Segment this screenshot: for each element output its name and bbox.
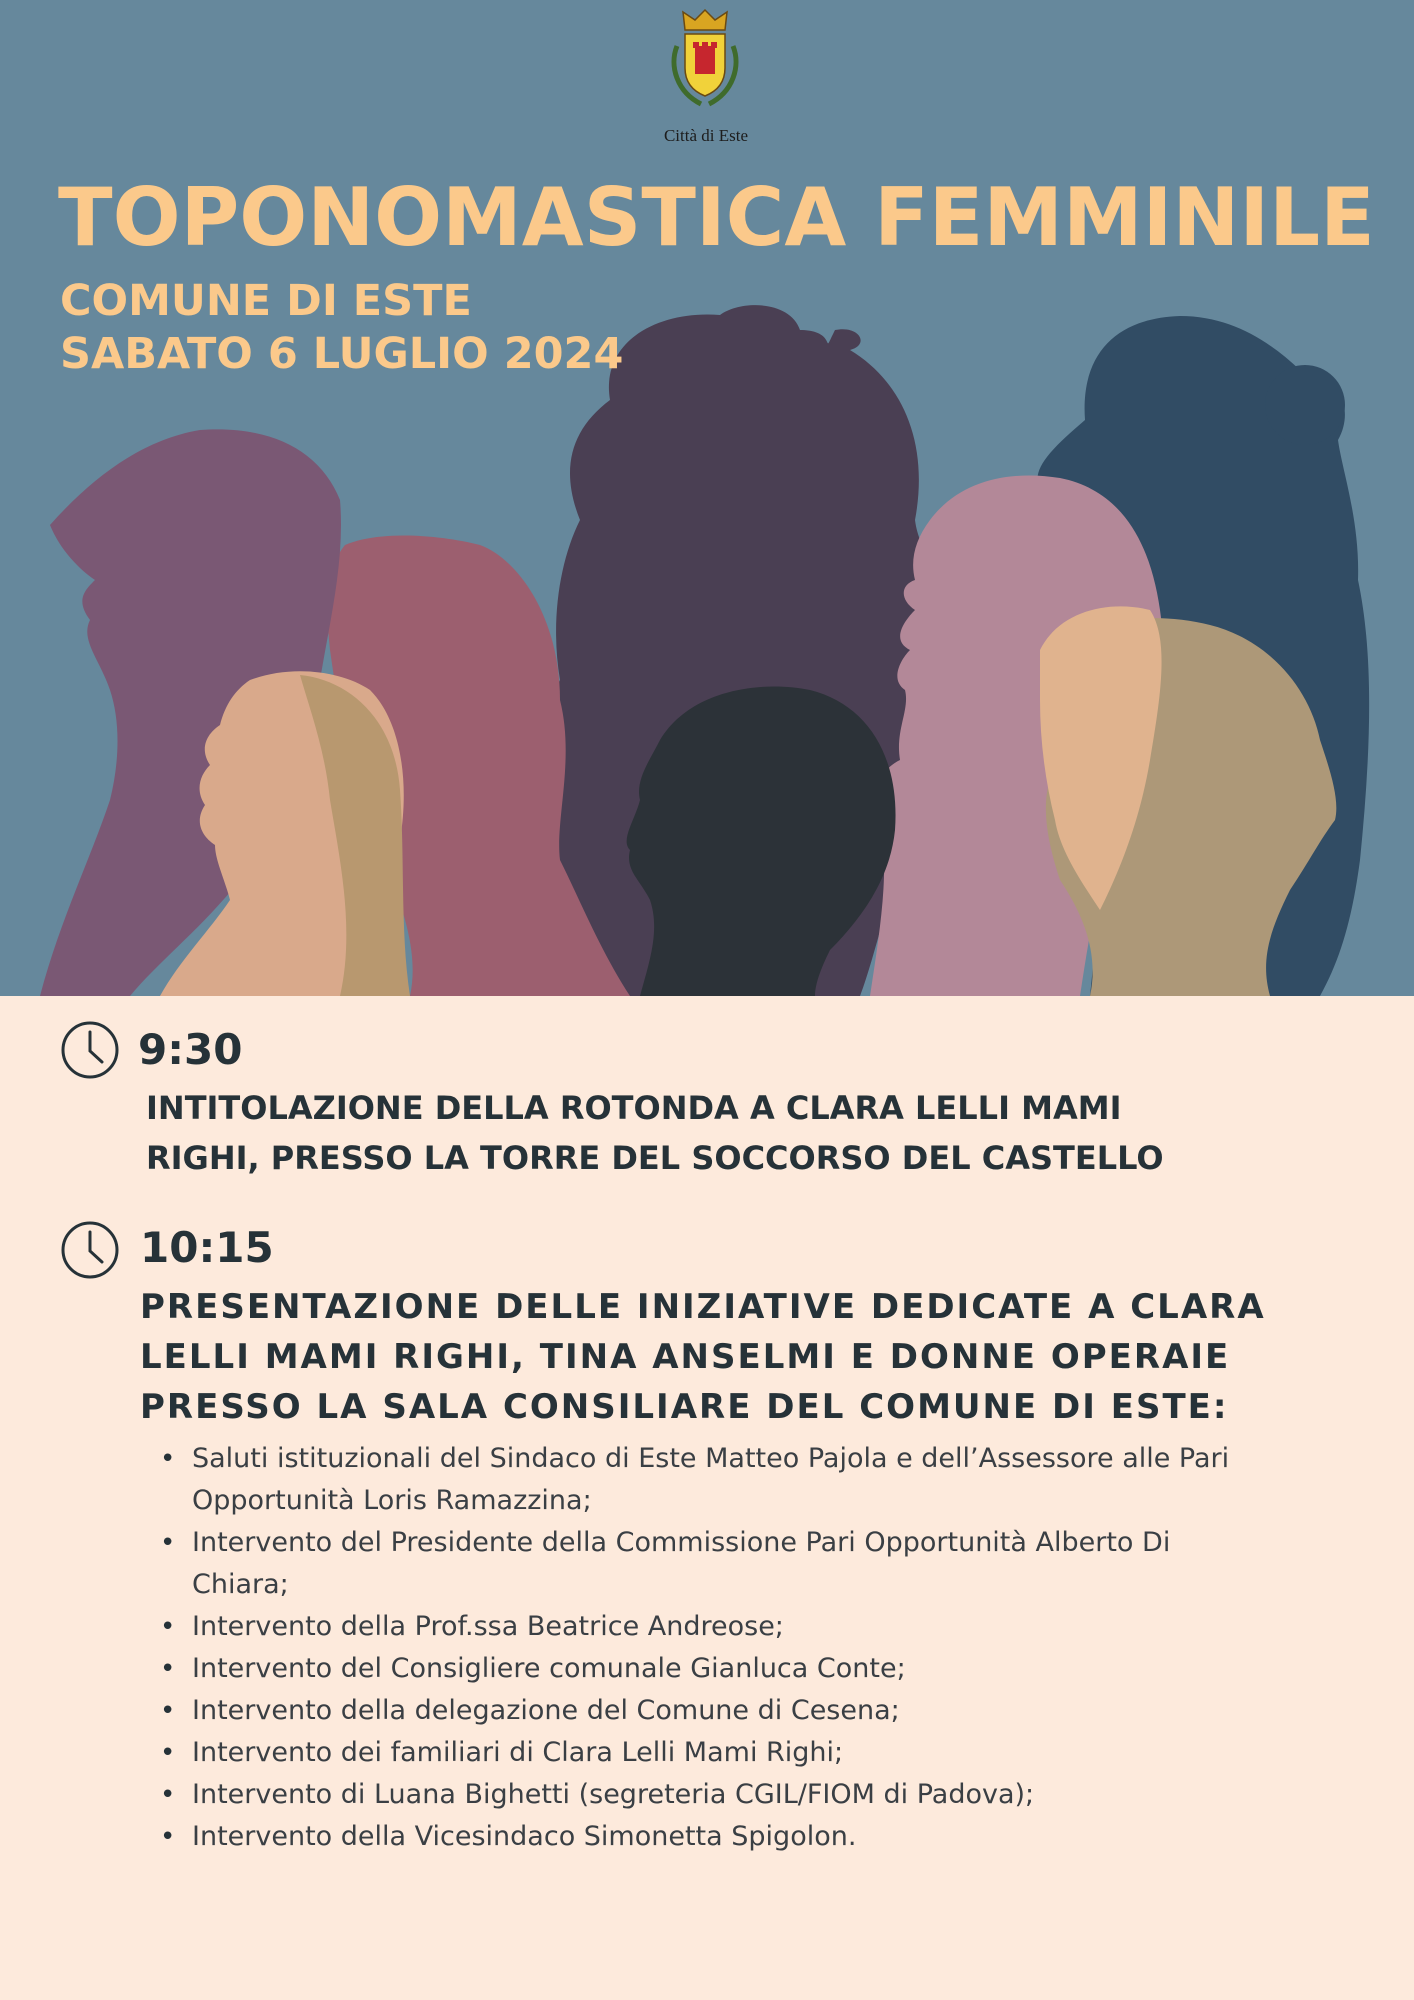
hero-banner (0, 0, 1414, 996)
municipality-subtitle: COMUNE DI ESTE (60, 276, 472, 326)
clock-icon (60, 1220, 120, 1280)
event-description (146, 1089, 1164, 1192)
event-time: 10:15 (140, 1223, 274, 1272)
event-date: SABATO 6 LUGLIO 2024 (60, 329, 624, 379)
list-item: • Saluti istituzionali del Sindaco di Este Matteo Pajola e dell’Assessore alle Pari Opportunità Loris Ramazzina; (192, 1438, 1272, 1522)
list-item: • Intervento della Prof.ssa Beatrice Andreose; (192, 1606, 1272, 1648)
program-list (160, 1438, 1272, 1858)
crest-icon (655, 6, 755, 116)
women-silhouettes-illustration (0, 0, 1414, 996)
event-description-line: PRESENTAZIONE DELLE INIZIATIVE DEDICATE A CLARA (140, 1287, 1266, 1327)
event-description (140, 1287, 1266, 1440)
event-description-line: LELLI MAMI RIGHI, TINA ANSELMI E DONNE OPERAIE (140, 1337, 1231, 1377)
clock-icon (60, 1020, 120, 1080)
crest-label: Città di Este (663, 126, 749, 145)
event-description-line: PRESSO LA SALA CONSILIARE DEL COMUNE DI ESTE: (140, 1387, 1229, 1427)
list-item: • Intervento del Consigliere comunale Gianluca Conte; (192, 1648, 1272, 1690)
list-item: • Intervento del Presidente della Commissione Pari Opportunità Alberto Di Chiara; (192, 1522, 1272, 1606)
list-item: • Intervento della Vicesindaco Simonetta Spigolon. (192, 1816, 1272, 1858)
list-item: • Intervento di Luana Bighetti (segreteria CGIL/FIOM di Padova); (192, 1774, 1272, 1816)
list-item: • Intervento dei familiari di Clara Lelli Mami Righi; (192, 1732, 1272, 1774)
event-time: 9:30 (138, 1025, 243, 1074)
page-title: TOPONOMASTICA FEMMINILE (58, 171, 1375, 264)
list-item: • Intervento della delegazione del Comune di Cesena; (192, 1690, 1272, 1732)
event-description-line: RIGHI, PRESSO LA TORRE DEL SOCCORSO DEL CASTELLO (146, 1139, 1164, 1177)
event-description-line: INTITOLAZIONE DELLA ROTONDA A CLARA LELLI MAMI (146, 1089, 1122, 1127)
